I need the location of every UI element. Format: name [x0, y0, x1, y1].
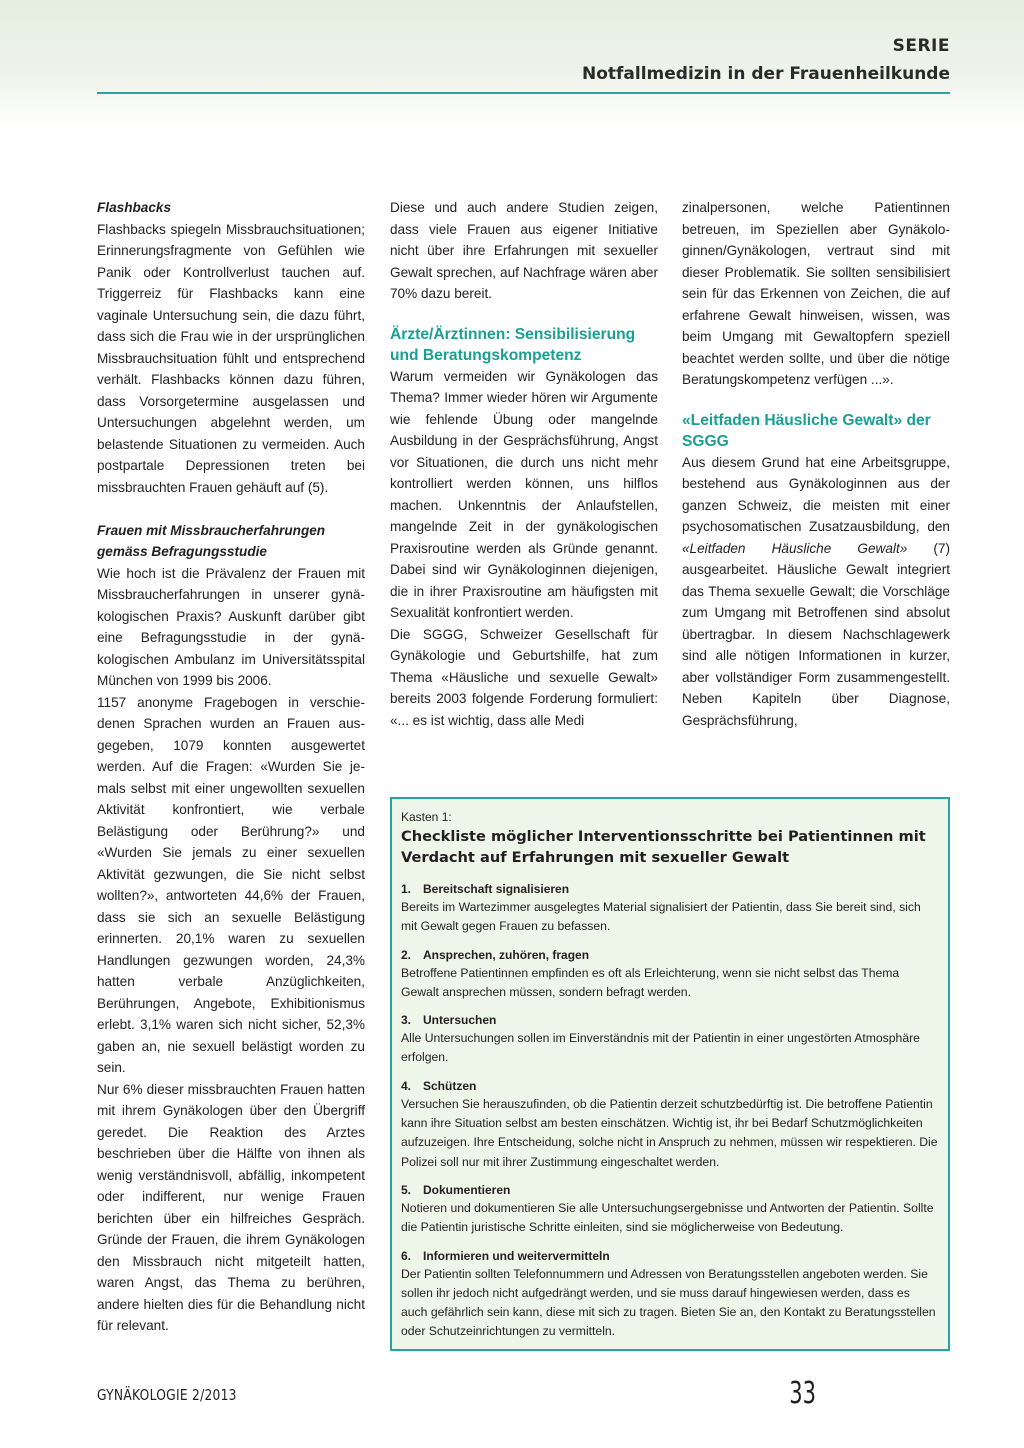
paragraph-leitfaden [682, 452, 950, 732]
checklist-item-title: 1. Bereitschaft signalisieren [401, 882, 570, 896]
leitfaden-text-b: (7) ausgearbeitet. Häusliche Gewalt integriert das Thema sexuelle Gewalt; die Vorschläge zum Umgang mit Betroffenen sind absolut übertragbar. In diesem Nachschlagewerk sind alle nötigen Informationen in kurzer, aber vollständiger Form zusammengestellt. Neben Kapiteln über Diagnose, Gesprächsführung, [682, 540, 951, 728]
checklist-item-text: Notieren und dokumentieren Sie alle Untersuchungsergebnisse und Antworten der Patientin. Sollte die Patientin juristische Schritte einleiten, sind sie möglicherweise von Bedeutung. [401, 1200, 934, 1235]
series-title: Notfallmedizin in der Frauenheilkunde [582, 64, 950, 84]
leitfaden-text-a: Aus diesem Grund hat eine Arbeitsgruppe, bestehend aus Gynäkologinnen aus der ganzen Schweiz, die meisten mit einer psychosomatischen Zusatzausbildung, den [682, 454, 950, 534]
checklist-item [401, 880, 939, 937]
checklist-item [401, 946, 939, 1003]
checklist-item-title: 6. Informieren und weitervermitteln [401, 1248, 610, 1263]
checklist-item [401, 1247, 939, 1342]
journal-footer: GYNÄKOLOGIE 2/2013 [97, 1386, 237, 1404]
checklist-item-title: 3. Untersuchen [401, 1013, 497, 1028]
checklist-item-text: Versuchen Sie herauszufinden, ob die Patientin derzeit schutzbedürftig ist. Die betroffene Patientin kann ihre Situation selbst am besten einschätzen. Wichtig ist, ihr bei Bedarf Schutzmöglichkeiten aufzuzeigen. Ihre Entscheidung, solche nicht in Anspruch zu nehmen, müssen wir respektieren. Die Polizei soll nur mit ihrer Zustimmung eingeschaltet werden. [401, 1096, 938, 1169]
heading-aerzte-sensibilisierung: Ärzte/Ärztinnen: Sensibilisierung und Beratungskompetenz [390, 325, 636, 364]
paragraph-reaktion-arzt: Nur 6% dieser missbrauchten Frauen hatten mit ihrem Gynäkologen über den Übergriff geredet. Die Reaktion des Arztes beschrieben über die Hälfte von ihnen als wenig verständnisvoll, abfällig, inkompetent oder indifferent, nur wenige Frauen berichten über ein hilfreiches Gespräch. Gründe der Frauen, die ihrem Gynäkologen den Missbrauch nicht mitgeteilt hatten, waren Angst, das Thema zu berühren, andere hielten dies für die Behandlung nicht für relevant. [97, 1081, 365, 1333]
checklist-item [401, 1011, 939, 1068]
checklist-box [390, 797, 950, 1351]
text-column-2 [390, 197, 658, 731]
paragraph-forderung-fortsetzung: zinalpersonen, welche Patientinnen betreuen, im Speziellen aber Gynäkologinnen/Gynäkologen, vertraut sind mit dieser Problematik. Sie sollten sensibilisiert sein für das Erkennen von Zeichen, die auf erfahrene Gewalt hinweisen, wissen, was beim Umgang mit Gewaltopfern speziell beachtet werden sollte, und über die nötige Beratungskompetenz verfügen ...». [682, 200, 950, 387]
text-column-1 [97, 197, 365, 1337]
subheading-frauen-missbrauch: Frauen mit Missbraucherfahrungen gemäss Befragungsstudie [97, 522, 326, 559]
paragraph-praevalenz: Wie hoch ist die Prävalenz der Frauen mit Missbraucherfahrungen in unserer gynäkologischen Praxis? Auskunft darüber gibt eine Befragungsstudie in der gynäkologischen Ambulanz im Universitätsspital München von 1999 bis 2006. [97, 565, 365, 688]
subheading-flashbacks: Flashbacks [97, 200, 172, 215]
box-title: Checkliste möglicher Interventionsschritte bei Patientinnen mit Verdacht auf Erfahrungen mit sexueller Gewalt [401, 828, 926, 866]
heading-leitfaden: «Leitfaden Häusliche Gewalt» der SGGG [682, 411, 931, 450]
box-label: Kasten 1: [401, 810, 452, 824]
paragraph-flashbacks: Flashbacks spiegeln Missbrauchsituationen; Erinnerungsfragmente von Gefühlen wie Panik oder Kontrollverlust tauchen auf. Triggerreiz für Flashbacks kann eine vaginale Untersuchung sein, die dazu führt, dass sich die Frau wie in der ursprünglichen Missbrauchsituation fühlt und entsprechend verhält. Flashbacks können dazu führen, dass Vorsorgetermine ausgelassen und Untersuchungen abgelehnt werden, um belastende Situationen zu vermeiden. Auch postpartale Depressionen treten bei missbrauchten Frauen gehäuft auf (5). [97, 221, 365, 495]
checklist-item [401, 1077, 939, 1172]
checklist-item [401, 1181, 939, 1238]
paragraph-gynaekologen-vermeiden: Warum vermeiden wir Gynäkologen das Thema? Immer wieder hören wir Argumente wie fehlende Übung oder mangelnde Ausbildung in der Gesprächsführung, Angst vor Situationen, die durch uns nicht mehr kontrolliert werden können, uns hilflos machen. Unkenntnis der Anlaufstellen, mangelnde Zeit in der gynäkologischen Praxisroutine werden als Gründe genannt. Dabei sind wir Gynäkologinnen diejenigen, die in ihrer Praxisroutine am häufigsten mit Sexualität konfrontiert werden. [390, 368, 658, 620]
checklist-item-text: Der Patientin sollten Telefonnummern und Adressen von Beratungsstellen angeboten werden. Sie sollen ihr jedoch nicht aufgedrängt werden, und sie muss darauf hingewiesen werden, dass es auch gefährlich sein kann, diese mit sich zu tragen. Bieten Sie an, den Kontakt zu Beratungsstellen oder Schutzeinrichtungen zu vermitteln. [401, 1266, 936, 1339]
checklist-item-text: Betroffene Patientinnen empfinden es oft als Erleichterung, wenn sie nicht selbst das Thema Gewalt ansprechen müssen, sondern befragt werden. [401, 965, 900, 999]
checklist-item-text: Bereits im Wartezimmer ausgelegtes Material signalisiert der Patientin, dass Sie bereit sind, sich mit Gewalt gegen Frauen zu befassen. [401, 900, 921, 934]
paragraph-fragebogen: 1157 anonyme Fragebogen in verschiedenen Sprachen wurden an Frauen ausgegeben, 1079 konnten ausgewertet werden. Auf die Fragen: «Wurden Sie jemals selbst mit einer ungewollten sexuellen Aktivität konfrontiert, wie verbale Belästigung oder Berührung?» und «Wurden Sie jemals zu einer sexuellen Aktivität gezwungen, die Sie nicht selbst wollten?», antworteten 44,6% der Frauen, dass sie sich an sexuelle Belästigung erinnerten. 20,1% waren zu sexuellen Handlungen gezwungen worden, 24,3% hatten verbale Anzüglichkeiten, Berührungen, Angebote, Exhibitionismus erlebt. 3,1% waren sich nicht sicher, 52,3% gaben an, nie sexuell belästigt worden zu sein. [97, 694, 365, 1075]
leitfaden-title-italic: «Leitfaden Häusliche Gewalt» [682, 540, 908, 556]
header-rule [97, 92, 950, 94]
series-label: SERIE [892, 36, 950, 56]
checklist-item-text: Alle Untersuchungen sollen im Einverständnis mit der Patientin in einer ungestörten Atmosphäre erfolgen. [401, 1031, 920, 1065]
paragraph-sggg-forderung: Die SGGG, Schweizer Gesellschaft für Gynäkologie und Geburtshilfe, hat zum Thema «Häusliche und sexuelle Gewalt» bereits 2003 folgende Forderung formuliert: «... es ist wichtig, dass alle Medi [390, 626, 658, 728]
page-number: 33 [789, 1376, 816, 1411]
paragraph-studien: Diese und auch andere Studien zeigen, dass viele Frauen aus eigener Initiative nicht über ihre Erfahrungen mit sexueller Gewalt sprechen, auf Nachfrage wären aber 70% dazu bereit. [390, 200, 658, 301]
checklist-item-title: 5. Dokumentieren [401, 1182, 511, 1197]
text-column-3 [682, 197, 950, 731]
checklist-item-title: 2. Ansprechen, zuhören, fragen [401, 947, 590, 962]
checklist-item-title: 4. Schützen [401, 1078, 477, 1093]
